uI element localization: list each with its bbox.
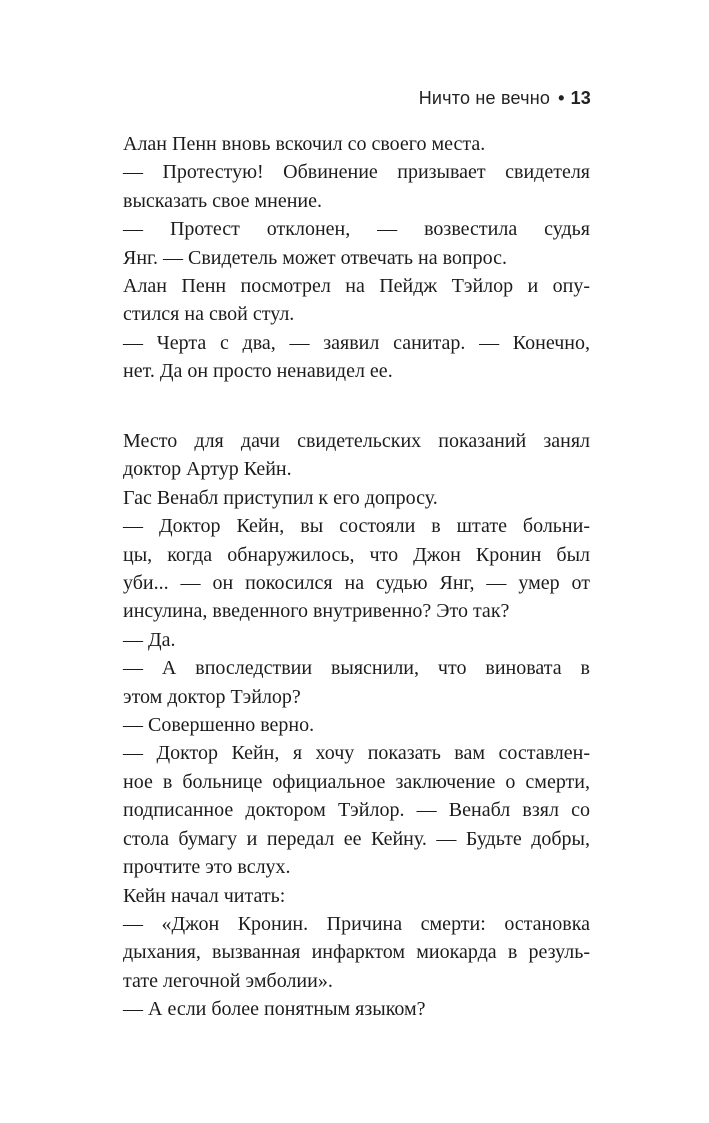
text-line: Алан Пенн посмотрел на Пейдж Тэйлор и опу- <box>123 275 590 298</box>
text-line: — Да. <box>123 628 176 651</box>
paragraph <box>90 215 590 272</box>
text-line: — А впоследствии выяснили, что виновата в <box>123 657 590 680</box>
text-line: инсулина, введенного внутривенно? Это так? <box>123 600 510 623</box>
paragraph <box>90 654 590 711</box>
text-line: — Протест отклонен, — возвестила судья <box>123 218 590 241</box>
text-line: подписанное доктором Тэйлор. — Венабл взял со <box>123 799 590 822</box>
text-section-2 <box>90 427 590 1024</box>
text-line: уби... — он покосился на судью Янг, — умер от <box>123 572 590 595</box>
text-line: прочтите это вслух. <box>123 856 291 879</box>
text-line: — Черта с два, — заявил санитар. — Конечно, <box>123 331 590 354</box>
paragraph <box>90 484 590 512</box>
paragraph <box>90 512 590 626</box>
page-number: 13 <box>570 88 591 108</box>
text-line: — Протестую! Обвинение призывает свидетеля <box>123 161 590 184</box>
text-line: дыхания, вызванная инфарктом миокарда в резуль- <box>123 941 590 964</box>
text-line: Кейн начал читать: <box>123 884 286 907</box>
paragraph <box>90 329 590 386</box>
paragraph <box>90 626 590 654</box>
header-separator: • <box>558 88 565 108</box>
text-line: — Доктор Кейн, вы состояли в штате больни- <box>123 515 590 538</box>
text-line: — А если более понятным языком? <box>123 998 426 1021</box>
text-section-1 <box>90 130 590 386</box>
text-line: доктор Артур Кейн. <box>123 458 292 481</box>
text-line: Янг. — Свидетель может отвечать на вопрос. <box>123 246 508 269</box>
text-line: цы, когда обнаружилось, что Джон Кронин был <box>123 543 590 566</box>
text-line: Место для дачи свидетельских показаний занял <box>123 430 590 452</box>
text-line: Гас Венабл приступил к его допросу. <box>123 486 438 509</box>
paragraph <box>90 130 590 158</box>
book-title: Ничто не вечно <box>418 88 551 108</box>
text-line: нет. Да он просто ненавидел ее. <box>123 360 393 383</box>
text-line: ное в больнице официальное заключение о смерти, <box>123 770 590 793</box>
paragraph <box>90 158 590 215</box>
paragraph <box>90 910 590 995</box>
text-line: этом доктор Тэйлор? <box>123 685 301 708</box>
text-line: стола бумагу и передал ее Кейну. — Будьте добры, <box>123 827 590 850</box>
paragraph <box>90 882 590 910</box>
paragraph <box>90 427 590 484</box>
text-line: тате легочной эмболии». <box>123 969 333 992</box>
text-line: — Совершенно верно. <box>123 714 315 737</box>
text-line: — Доктор Кейн, я хочу показать вам составлен- <box>123 742 590 765</box>
text-line: — «Джон Кронин. Причина смерти: остановка <box>123 912 590 935</box>
paragraph <box>90 739 590 881</box>
paragraph <box>90 272 590 329</box>
paragraph <box>90 711 590 739</box>
text-line: высказать свое мнение. <box>123 189 322 212</box>
paragraph <box>90 995 590 1023</box>
text-line: Алан Пенн вновь вскочил со своего места. <box>123 133 486 155</box>
running-header <box>419 88 591 109</box>
text-line: стился на свой стул. <box>123 303 295 326</box>
